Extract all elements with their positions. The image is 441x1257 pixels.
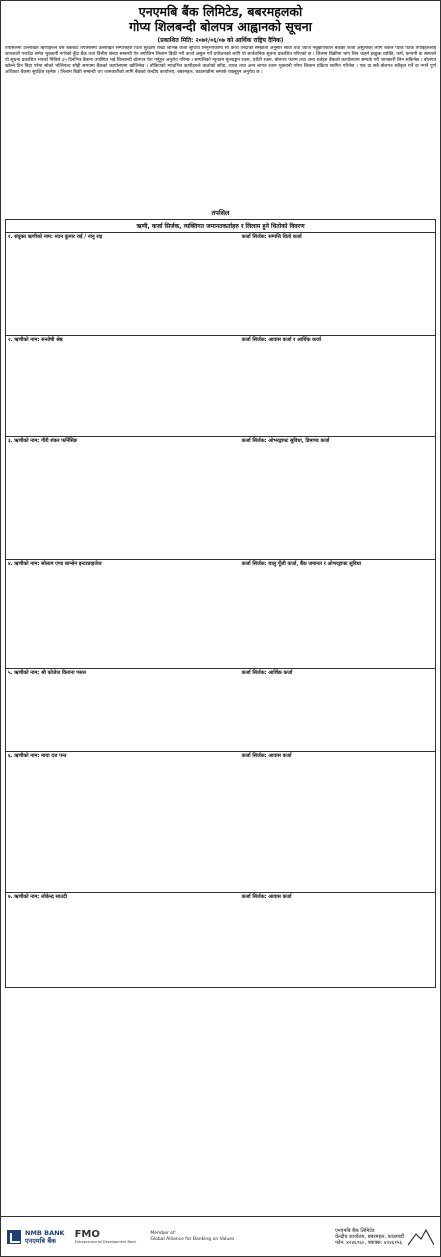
borrower-name: १. संयुक्त ऋणीको नाम: मदन कुमार राई / नानु राइ xyxy=(8,234,103,240)
notice-title-line1: एनएमबि बैंक लिमिटेड, बबरमहलको xyxy=(138,4,303,19)
gabv-name: Global Alliance for Banking on Values xyxy=(150,1236,235,1242)
intro-paragraph: तपसिलमा उल्लेखित ऋणीहरुले यस बैंकबाट तपसिलमा उल्लेखित सम्पत्तिहरु धितो सुरक्षण राखी विभिन्न कर्जा सुविधा लिनुभएकोमा सो कर्जा लिंदाको सम्झौता अनुसार साँवा तथा व्याज नबुझाएकोले बैंकको कर्जा असुलीको लागि बैंकले पटक पटक तपाईहरुलाई जानकारी गराउँदा समेत भुक्तानी नगरेको हुँदा बैंक तथा वित्तीय संस्था सम्बन्धी ऐन बमोजिम लिलाम बिक्री गरी कर्जा असुल गर्ने प्रयोजनको लागि यो सार्वजनिक सूचना प्रकाशित गरिएको छ । लिलाम बिक्रीमा भाग लिन चाहने इच्छुक व्यक्ति, फर्म, कम्पनी वा संस्थाले यो सूचना प्रकाशित भएको मितिले ३५ दिनभित्र बैंकमा उपस्थित भई शिलबन्दी बोलपत्र पेश गर्नुहुन अनुरोध गरिन्छ । सम्पत्तिको न्यूनतम मूल्याङ्कन रकम, धरौटी रकम, बोलपत्र फारम तथा अन्य शर्तहरु बैंकको कार्यालयमा सम्पर्क गरी जानकारी लिन सकिनेछ । बोलपत्र खोल्ने दिन बिदा परेमा सोको भोलिपल्ट सोही समयमा बैंकको कार्यालयमा खोलिनेछ । तोकिएको म्यादभित्र ऋणीहरुले कर्जाको साँवा, व्याज तथा अन्य लागत रकम भुक्तानी गरेमा लिलाम प्रक्रिया स्थगित गरिनेछ । एक वा सबै बोलपत्र स्वीकृत गर्ने वा नगर्ने पूर्ण अधिकार बैंकमा सुरक्षित रहनेछ । लिलाम बिक्री सम्बन्धी थप जानकारीको लागि बैंकको केन्द्रीय कार्यालय, बबरमहल, काठमाडौंमा सम्पर्क राख्नुहुन अनुरोध छ । xyxy=(5,46,436,76)
loan-type: कर्जा सिर्जक: आवास कर्जा र आर्थिक कर्जा xyxy=(241,337,322,343)
bank-name-en: NMB BANK xyxy=(25,1228,65,1237)
bank-info-phone: फोन: ४२४६१६०, फ्याक्स: ४२४६१५६ xyxy=(335,1239,403,1246)
borrower-entry-2 xyxy=(5,336,436,437)
nmb-logo xyxy=(7,1229,65,1245)
mountain-icon xyxy=(408,1228,434,1246)
fmo-logo xyxy=(75,1230,137,1244)
member-of-label: Member of: xyxy=(150,1231,176,1236)
loan-type: कर्जा सिर्जक: ओभरड्राफ्ट सुविधा, डिमाण्ड कर्जा xyxy=(241,438,330,444)
borrower-entry-1 xyxy=(5,233,436,336)
borrower-entry-5 xyxy=(5,669,436,752)
loan-type: कर्जा सिर्जक: चालु पूँजी कर्जा, बैंक जमानत र ओभरड्राफ्ट सुविधा xyxy=(241,561,362,567)
loan-type: कर्जा सिर्जक: आवास कर्जा xyxy=(241,753,292,759)
schedule-title: तपसिल xyxy=(211,209,230,217)
borrower-entry-4 xyxy=(5,560,436,669)
borrower-name: ६. ऋणीको नाम: माया दत्त पन्त xyxy=(8,753,67,759)
borrower-name: ७. ऋणीको नाम: लोकेन्द्र साउदी xyxy=(8,894,67,900)
loan-type: कर्जा सिर्जक: आर्थिक कर्जा xyxy=(241,670,293,676)
bank-info-address: केन्द्रीय कार्यालय, बबरमहल, काठमाडौं xyxy=(335,1233,404,1240)
notice-title-line2: गोप्य शिलबन्दी बोलपत्र आह्वानको सूचना xyxy=(129,19,312,34)
publication-note: (प्रकाशित मिति: २०७१/०६/०७ को आर्थिक राष्ट्रिय दैनिक) xyxy=(157,37,284,44)
borrower-name: ५. ऋणीको नाम: श्री कोजेज किराना पसल xyxy=(8,670,86,676)
bank-name-np: एनएमबि बैंक xyxy=(25,1236,57,1245)
bank-info-name: एनएमबि बैंक लिमिटेड xyxy=(335,1227,375,1234)
borrower-entry-3 xyxy=(5,437,436,560)
borrower-entry-7 xyxy=(5,893,436,988)
notice-footer xyxy=(1,1216,440,1256)
nmb-logo-icon xyxy=(7,1230,21,1244)
borrower-name: २. ऋणीको नाम: सन्तोषी श्रेष्ठ xyxy=(8,337,63,343)
schedule-table-header: ऋणी, कर्जा सिर्जक, व्यक्तिगत जमानतकर्ताहरु र लिलाम हुने धितोको विवरण xyxy=(5,219,436,233)
bank-address xyxy=(335,1228,404,1246)
notice-header xyxy=(5,4,436,44)
gabv-membership xyxy=(150,1231,234,1242)
loan-type: कर्जा सिर्जक: आवास कर्जा xyxy=(241,894,292,900)
borrower-entry-6 xyxy=(5,752,436,893)
borrower-name: ४. ऋणीको नाम: सोलाम एण्ड सान्सेन इन्टरप्राइजेज xyxy=(8,561,102,567)
fmo-name: FMO xyxy=(74,1228,100,1240)
fmo-subtitle: Entrepreneurial Development Bank xyxy=(74,1239,137,1244)
loan-type: कर्जा सिर्जक: सम्पत्ति धितो कर्जा xyxy=(241,234,302,240)
borrower-name: ३. ऋणीको नाम: गौरी शंकर फर्निसिङ xyxy=(8,438,78,444)
